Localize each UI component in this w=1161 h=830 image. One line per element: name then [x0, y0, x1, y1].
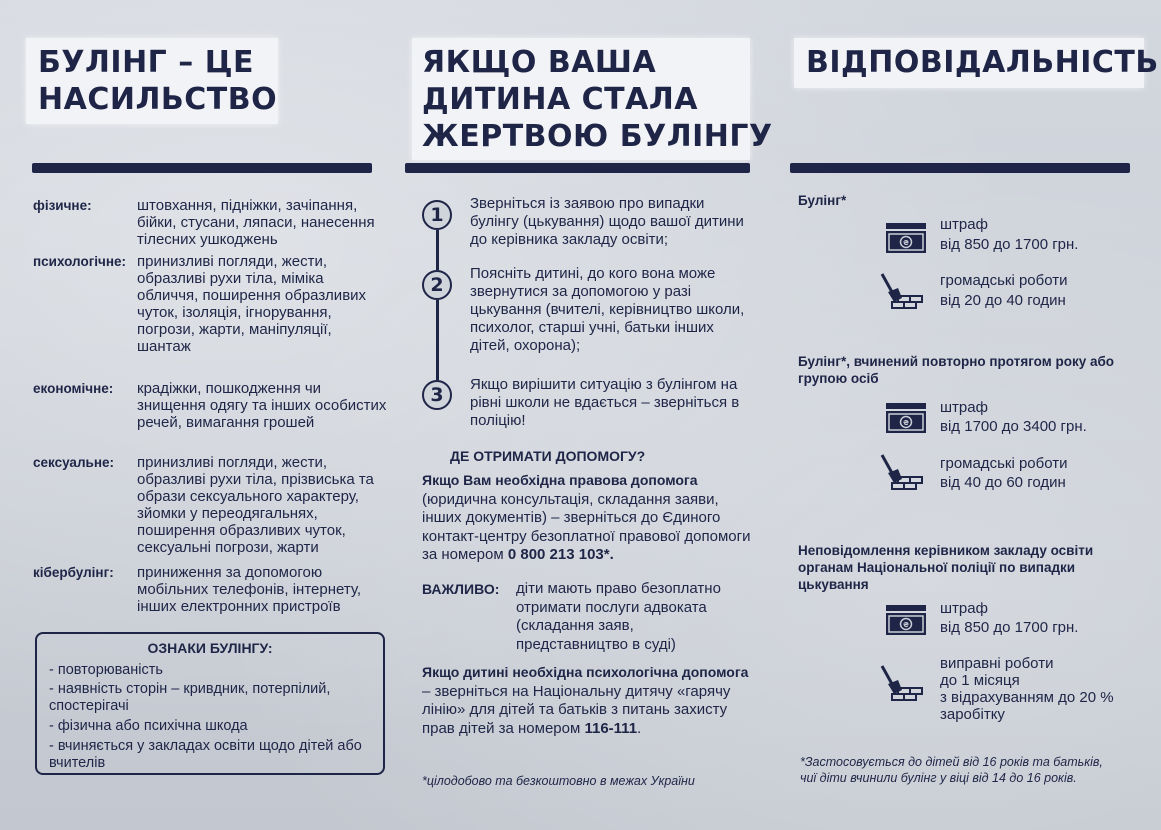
psych-help-end: .	[637, 719, 642, 737]
svg-text:₴: ₴	[902, 239, 910, 247]
title-line-2: НАСИЛЬСТВО	[38, 82, 278, 117]
money-icon	[885, 222, 927, 254]
title-line-1: БУЛІНГ – ЦЕ	[38, 45, 255, 80]
penalty-line: штраф	[940, 399, 988, 416]
penalty-line: штраф	[940, 600, 988, 617]
sign-item: - повторюваність	[49, 662, 163, 678]
signs-box	[35, 632, 385, 775]
legal-help-text: (юридична консультація, складання заяви, інших документів) – зверніться до Єдиного контакт-центру безоплатної правової допомоги за номером	[422, 490, 751, 563]
section-heading: Булінг*	[798, 193, 847, 208]
penalty-line: від 850 до 1700 грн.	[940, 619, 1079, 636]
step-number: 2	[422, 270, 452, 300]
step-text: Поясніть дитині, до кого вона може звернутися за допомогою у разі цькування (вчителі, керівництво школи, психолог, старші учні, батьки інших дітей, охорона);	[470, 265, 745, 354]
title-line-2: ДИТИНА СТАЛА	[422, 82, 698, 117]
type-term: кібербулінг:	[33, 565, 114, 580]
signs-title: ОЗНАКИ БУЛІНГУ:	[147, 640, 273, 656]
step-text: Якщо вирішити ситуацію з булінгом на рівні школи не вдається – зверніться в поліцію!	[470, 376, 740, 429]
column-if-child-victim	[395, 0, 780, 830]
step-number: 3	[422, 380, 452, 410]
type-term: психологічне:	[33, 254, 127, 269]
shovel-bricks-icon	[878, 272, 924, 312]
help-title: ДЕ ОТРИМАТИ ДОПОМОГУ?	[450, 448, 646, 464]
svg-text:₴: ₴	[902, 621, 910, 629]
section-heading: Булінг*, вчинений повторно протягом року або групою осіб	[798, 354, 1115, 386]
type-text: принизливі погляди, жести, образливі рухи тіла, міміка обличчя, поширення образливих чуток, ізоляція, ігнорування, погрози, жарти, маніпуляції, шантаж	[137, 253, 367, 355]
penalty-line: від 20 до 40 годин	[940, 292, 1066, 309]
money-icon	[885, 402, 927, 434]
type-text: крадіжки, пошкодження чи знищення одягу та інших особистих речей, вимагання грошей	[137, 380, 387, 431]
section-heading: Неповідомлення керівником закладу освіти органам Національної поліції по випадки цькування	[798, 543, 1094, 592]
penalty-line: до 1 місяця	[940, 672, 1020, 689]
psych-help-text: – зверніться на Національну дитячу «гарячу лінію» для дітей та батьків з питань захисту прав дітей за номером	[422, 682, 731, 737]
column-responsibility	[780, 0, 1161, 830]
title-line-3: ЖЕРТВОЮ БУЛІНГУ	[422, 119, 773, 154]
penalty-line: виправні роботи	[940, 655, 1054, 672]
penalty-line: від 850 до 1700 грн.	[940, 236, 1079, 253]
legal-help-lead: Якщо Вам необхідна правова допомога	[422, 472, 698, 488]
legal-help-phone: 0 800 213 103*.	[507, 546, 614, 563]
shovel-bricks-icon	[878, 664, 924, 704]
money-icon	[885, 604, 927, 636]
psych-help-lead: Якщо дитині необхідна психологічна допомога	[422, 664, 749, 680]
penalty-line: громадські роботи	[940, 455, 1068, 472]
type-term: сексуальне:	[33, 455, 114, 470]
footnote-line-1: *Застосовується до дітей від 16 років та батьків,	[800, 755, 1103, 769]
type-term: фізичне:	[33, 198, 92, 213]
sign-item: - наявність сторін – кривдник, потерпілий, спостерігачі	[49, 681, 331, 714]
penalty-line: громадські роботи	[940, 272, 1068, 289]
divider	[405, 163, 750, 173]
penalty-line: від 1700 до 3400 грн.	[940, 418, 1087, 435]
important-text: діти мають право безоплатно отримати послуги адвоката (складання заяв, представництво в суді)	[516, 580, 721, 653]
svg-text:₴: ₴	[902, 419, 910, 427]
penalty-line: з відрахуванням до 20 %	[940, 689, 1114, 706]
timeline-line	[436, 300, 439, 380]
sign-item: - вчиняється у закладах освіти щодо дітей або вчителів	[49, 738, 362, 771]
penalty-line: штраф	[940, 216, 988, 233]
sign-item: - фізична або психічна шкода	[49, 718, 248, 734]
step-number: 1	[422, 200, 452, 230]
penalty-line: від 40 до 60 годин	[940, 474, 1066, 491]
type-text: штовхання, підніжки, зачіпання, бійки, стусани, ляпаси, нанесення тілесних ушкоджень	[137, 197, 375, 248]
timeline-line	[436, 230, 439, 270]
title-line-1: ЯКЩО ВАША	[422, 45, 657, 80]
type-text: принизливі погляди, жести, образливі рухи тіла, прізвиська та образи сексуального характеру, зйомки у переодягальнях, поширення образливих чуток, сексуальні погрози, жарти	[137, 454, 374, 556]
title: ВІДПОВІДАЛЬНІСТЬ	[806, 45, 1159, 80]
divider	[32, 163, 372, 173]
type-term: економічне:	[33, 381, 114, 396]
divider	[790, 163, 1130, 173]
type-text: приниження за допомогою мобільних телефонів, інтернету, інших електронних пристроїв	[137, 564, 362, 615]
shovel-bricks-icon	[878, 453, 924, 493]
psych-help-phone: 116-111	[584, 719, 638, 737]
legal-help-paragraph	[422, 471, 752, 565]
footnote: *цілодобово та безкоштовно в межах України	[422, 774, 695, 788]
important-label: ВАЖЛИВО:	[422, 581, 500, 597]
step-text: Зверніться із заявою про випадки булінгу (цькування) щодо вашої дитини до керівника закладу освіти;	[470, 195, 744, 248]
psych-help-paragraph	[422, 663, 752, 738]
footnote-line-2: чиї діти вчинили булінг у віці від 14 до 16 років.	[800, 771, 1077, 785]
column-bullying-is-violence	[0, 0, 395, 830]
penalty-line: заробітку	[940, 706, 1005, 723]
